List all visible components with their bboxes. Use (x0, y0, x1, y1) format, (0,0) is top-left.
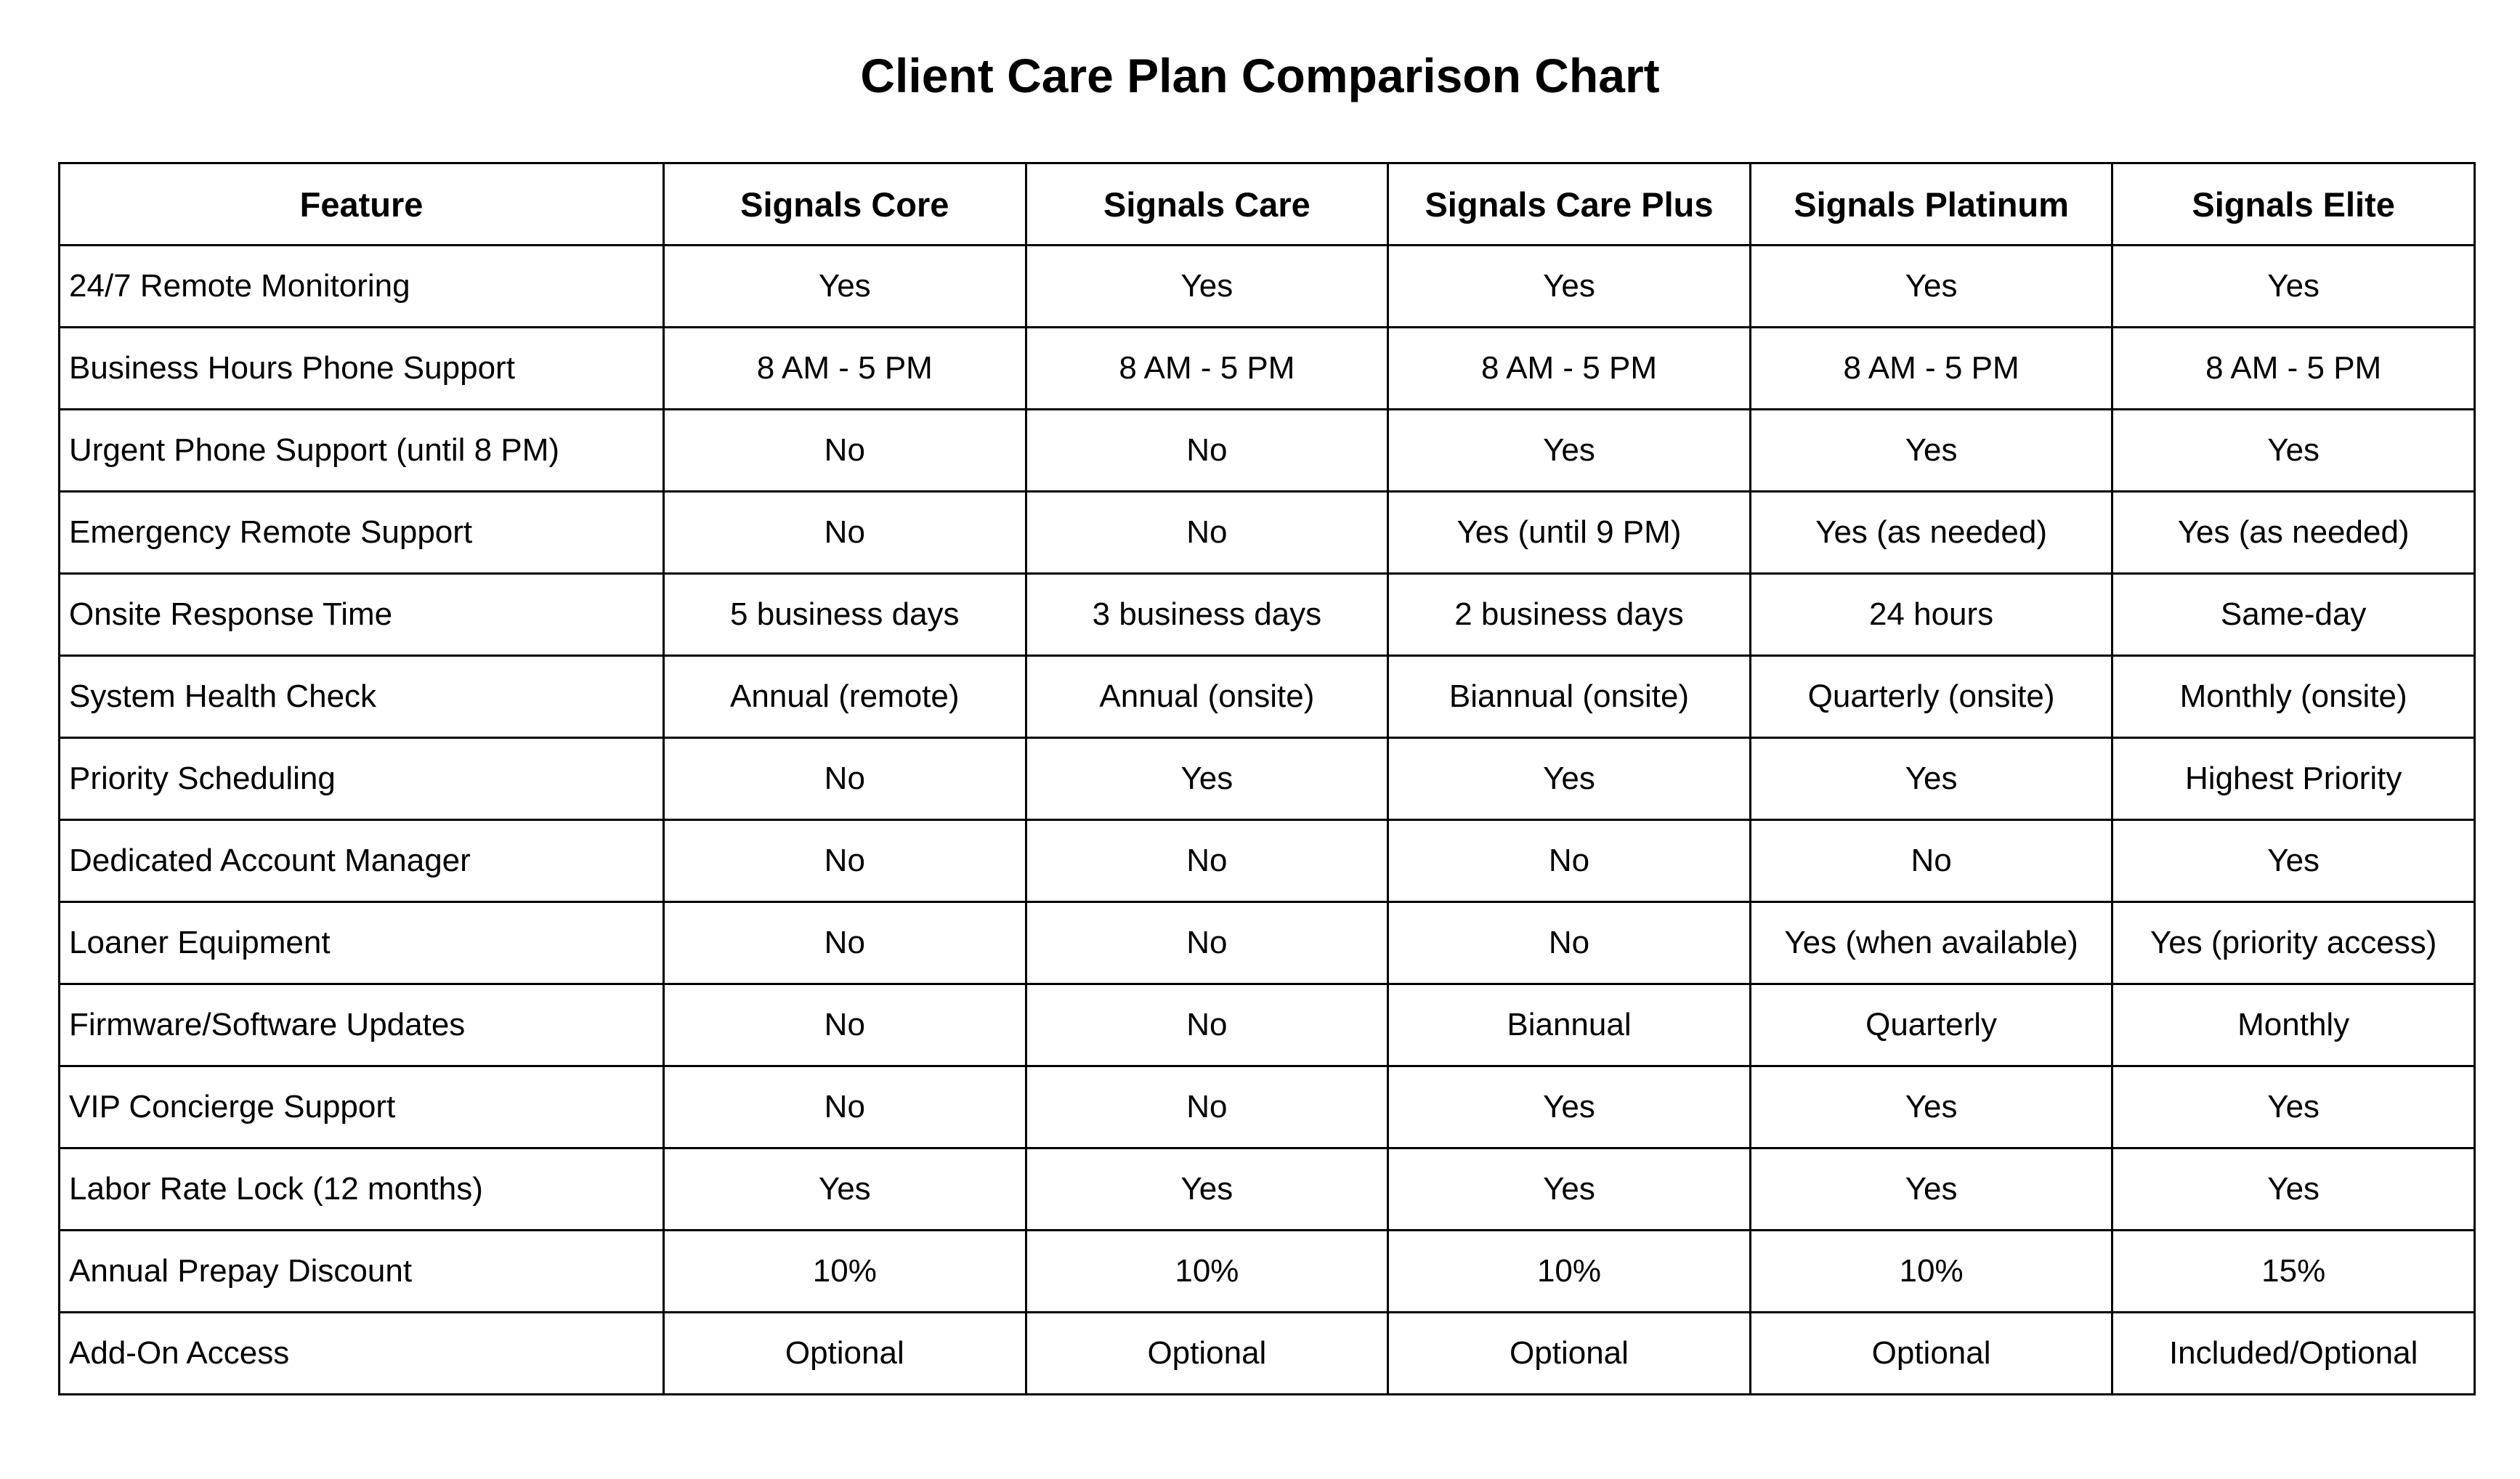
table-row (60, 656, 2475, 738)
column-header-signals-core: Signals Core (664, 163, 1026, 246)
table-row (60, 1066, 2475, 1148)
cell-signals-care-plus: No (1388, 902, 1751, 984)
cell-signals-platinum: 10% (1750, 1231, 2112, 1313)
column-header-feature: Feature (60, 163, 664, 246)
column-header-signals-platinum: Signals Platinum (1750, 163, 2112, 246)
feature-name-cell: Annual Prepay Discount (60, 1231, 664, 1313)
cell-signals-platinum: 8 AM - 5 PM (1750, 328, 2112, 410)
cell-signals-platinum: Yes (as needed) (1750, 492, 2112, 574)
cell-signals-platinum: Yes (1750, 410, 2112, 492)
feature-name-cell: Loaner Equipment (60, 902, 664, 984)
cell-signals-care: 8 AM - 5 PM (1026, 328, 1388, 410)
cell-signals-elite: Yes (2112, 246, 2475, 328)
cell-signals-core: No (664, 902, 1026, 984)
cell-signals-core: No (664, 410, 1026, 492)
cell-signals-care: 10% (1026, 1231, 1388, 1313)
column-header-signals-care-plus: Signals Care Plus (1388, 163, 1751, 246)
cell-signals-elite: Yes (2112, 410, 2475, 492)
cell-signals-care-plus: Yes (1388, 1066, 1751, 1148)
table-row (60, 1148, 2475, 1231)
feature-name-cell: System Health Check (60, 656, 664, 738)
cell-signals-core: No (664, 820, 1026, 902)
table-row (60, 492, 2475, 574)
cell-signals-elite: 15% (2112, 1231, 2475, 1313)
cell-signals-platinum: Quarterly (1750, 984, 2112, 1066)
page-title: Client Care Plan Comparison Chart (860, 49, 1660, 102)
cell-signals-elite: 8 AM - 5 PM (2112, 328, 2475, 410)
cell-signals-care-plus: Yes (until 9 PM) (1388, 492, 1751, 574)
cell-signals-care: Optional (1026, 1313, 1388, 1395)
cell-signals-elite: Yes (2112, 1148, 2475, 1231)
cell-signals-core: 8 AM - 5 PM (664, 328, 1026, 410)
cell-signals-core: Optional (664, 1313, 1026, 1395)
cell-signals-care-plus: 2 business days (1388, 574, 1751, 656)
cell-signals-elite: Yes (2112, 1066, 2475, 1148)
cell-signals-care-plus: 8 AM - 5 PM (1388, 328, 1751, 410)
cell-signals-platinum: Quarterly (onsite) (1750, 656, 2112, 738)
cell-signals-platinum: Yes (when available) (1750, 902, 2112, 984)
table-row (60, 820, 2475, 902)
feature-name-cell: Business Hours Phone Support (60, 328, 664, 410)
cell-signals-core: No (664, 738, 1026, 820)
cell-signals-core: Yes (664, 1148, 1026, 1231)
header-row (60, 163, 2475, 246)
cell-signals-care: No (1026, 984, 1388, 1066)
cell-signals-core: 5 business days (664, 574, 1026, 656)
cell-signals-elite: Monthly (onsite) (2112, 656, 2475, 738)
cell-signals-platinum: 24 hours (1750, 574, 2112, 656)
cell-signals-care: Yes (1026, 246, 1388, 328)
cell-signals-care-plus: Biannual (1388, 984, 1751, 1066)
table-body (60, 246, 2475, 1395)
cell-signals-care-plus: Yes (1388, 410, 1751, 492)
feature-name-cell: Onsite Response Time (60, 574, 664, 656)
cell-signals-platinum: Yes (1750, 1066, 2112, 1148)
cell-signals-core: Yes (664, 246, 1026, 328)
cell-signals-care: No (1026, 410, 1388, 492)
cell-signals-care-plus: Biannual (onsite) (1388, 656, 1751, 738)
column-header-signals-care: Signals Care (1026, 163, 1388, 246)
feature-name-cell: Firmware/Software Updates (60, 984, 664, 1066)
cell-signals-care: 3 business days (1026, 574, 1388, 656)
cell-signals-care-plus: Yes (1388, 738, 1751, 820)
cell-signals-elite: Highest Priority (2112, 738, 2475, 820)
cell-signals-care: No (1026, 902, 1388, 984)
table-row (60, 902, 2475, 984)
cell-signals-care-plus: Yes (1388, 246, 1751, 328)
cell-signals-elite: Yes (as needed) (2112, 492, 2475, 574)
plan-comparison-table (58, 162, 2476, 1395)
cell-signals-care-plus: 10% (1388, 1231, 1751, 1313)
table-row (60, 574, 2475, 656)
feature-name-cell: Add-On Access (60, 1313, 664, 1395)
cell-signals-platinum: Optional (1750, 1313, 2112, 1395)
table-row (60, 1231, 2475, 1313)
feature-name-cell: Priority Scheduling (60, 738, 664, 820)
cell-signals-elite: Included/Optional (2112, 1313, 2475, 1395)
cell-signals-care: Annual (onsite) (1026, 656, 1388, 738)
cell-signals-care: Yes (1026, 738, 1388, 820)
feature-name-cell: 24/7 Remote Monitoring (60, 246, 664, 328)
cell-signals-elite: Yes (2112, 820, 2475, 902)
cell-signals-platinum: Yes (1750, 738, 2112, 820)
table-row (60, 246, 2475, 328)
cell-signals-core: No (664, 492, 1026, 574)
cell-signals-care: No (1026, 1066, 1388, 1148)
cell-signals-elite: Yes (priority access) (2112, 902, 2475, 984)
feature-name-cell: Labor Rate Lock (12 months) (60, 1148, 664, 1231)
feature-name-cell: Emergency Remote Support (60, 492, 664, 574)
table-row (60, 410, 2475, 492)
cell-signals-care-plus: Yes (1388, 1148, 1751, 1231)
cell-signals-elite: Monthly (2112, 984, 2475, 1066)
feature-name-cell: VIP Concierge Support (60, 1066, 664, 1148)
cell-signals-core: No (664, 984, 1026, 1066)
feature-name-cell: Dedicated Account Manager (60, 820, 664, 902)
cell-signals-care: No (1026, 820, 1388, 902)
cell-signals-platinum: No (1750, 820, 2112, 902)
cell-signals-platinum: Yes (1750, 246, 2112, 328)
table-row (60, 1313, 2475, 1395)
column-header-signals-elite: Signals Elite (2112, 163, 2475, 246)
cell-signals-core: Annual (remote) (664, 656, 1026, 738)
cell-signals-core: 10% (664, 1231, 1026, 1313)
cell-signals-platinum: Yes (1750, 1148, 2112, 1231)
table-row (60, 738, 2475, 820)
cell-signals-care-plus: No (1388, 820, 1751, 902)
cell-signals-core: No (664, 1066, 1026, 1148)
cell-signals-care: Yes (1026, 1148, 1388, 1231)
cell-signals-care: No (1026, 492, 1388, 574)
feature-name-cell: Urgent Phone Support (until 8 PM) (60, 410, 664, 492)
cell-signals-care-plus: Optional (1388, 1313, 1751, 1395)
table-row (60, 984, 2475, 1066)
table-row (60, 328, 2475, 410)
cell-signals-elite: Same-day (2112, 574, 2475, 656)
